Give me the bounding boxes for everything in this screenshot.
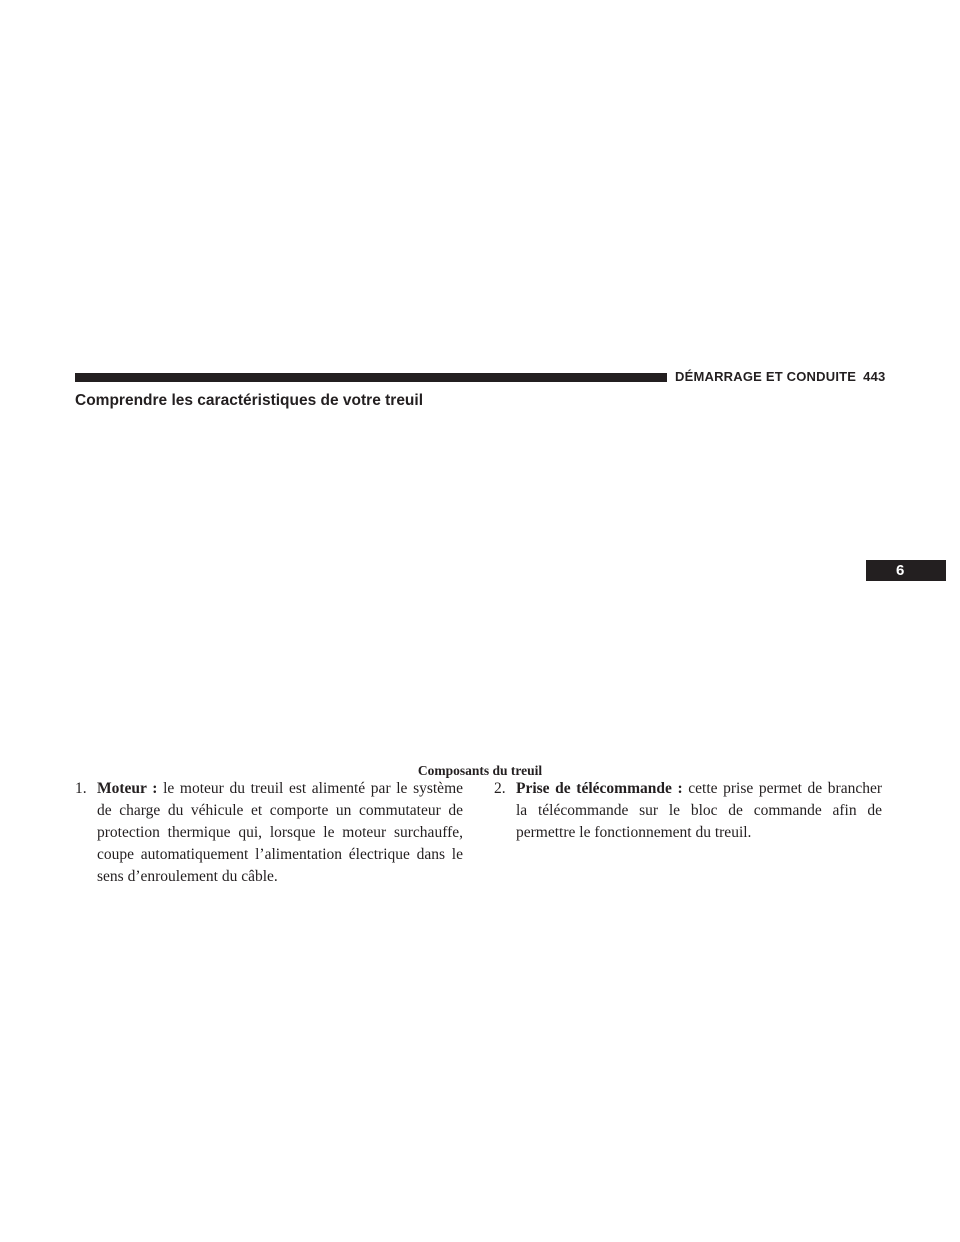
list-item-term: Prise de télécommande : (516, 780, 683, 797)
list-item-text: le moteur du treuil est alimenté par le système de charge du véhicule et comporte un commutateur de protection thermique qui, lorsque le moteur surchauffe, coupe automatiquement l’alimentation électrique dans le sens d’enroulement du câble. (97, 780, 464, 885)
list-item (75, 778, 463, 888)
section-heading: Comprendre les caractéristiques de votre treuil (75, 392, 424, 409)
list-item-number: 1. (75, 780, 87, 797)
running-header (675, 369, 885, 384)
list-item-number: 2. (494, 780, 506, 797)
list-item-term: Moteur : (97, 780, 158, 797)
list-item (494, 778, 882, 844)
header-rule (75, 373, 667, 382)
list-item-text: cette prise permet de brancher la télécommande sur le bloc de commande afin de permettre le fonctionnement du treuil. (516, 780, 882, 841)
figure-caption: Composants du treuil (417, 763, 543, 778)
running-title: DÉMARRAGE ET CONDUITE (675, 369, 857, 384)
page-number: 443 (863, 369, 886, 384)
chapter-tab: 6 (866, 560, 946, 581)
